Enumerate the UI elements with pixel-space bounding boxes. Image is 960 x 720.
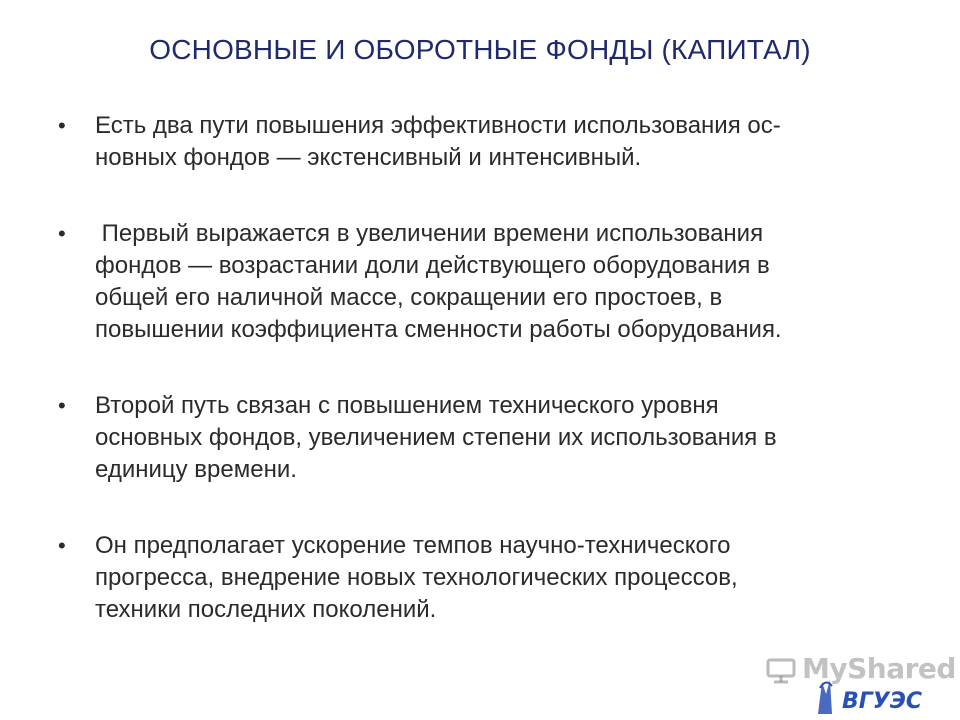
bullet-dot: • [58, 533, 66, 558]
watermark [766, 652, 956, 716]
bullet-item [58, 530, 898, 626]
bullet-line: Он предполагает ускорение темпов научно-технического [95, 532, 731, 559]
university-logo [812, 674, 922, 716]
bullet-dot: • [58, 221, 66, 246]
bullet-line: прогресса, внедрение новых технологических процессов, [95, 564, 738, 591]
bullet-list [58, 110, 898, 626]
bullet-item [58, 390, 898, 486]
bullet-line: общей его наличной массе, сокращении его простоев, в [95, 284, 723, 311]
bullet-item [58, 110, 898, 174]
logo-text: ВГУЭС [842, 689, 922, 714]
bullet-line: повышении коэффициента сменности работы оборудования. [95, 316, 782, 343]
bullet-line: новных фондов — экстенсивный и интенсивный. [95, 144, 642, 171]
bullet-line: Первый выражается в увеличении времени использования [95, 220, 764, 247]
presentation-icon [766, 658, 796, 684]
bullet-line: единицу времени. [95, 456, 297, 483]
bullet-item [58, 218, 898, 346]
watermark-text: MyShared [802, 652, 956, 685]
bullet-line: основных фондов, увеличением степени их использования в [95, 424, 777, 451]
bullet-line: Второй путь связан с повышением технического уровня [95, 392, 719, 419]
bullet-dot: • [58, 113, 66, 138]
bullet-line: фондов — возрастании доли действующего оборудования в [95, 252, 770, 279]
bullet-line: техники последних поколений. [95, 596, 437, 623]
slide-title: ОСНОВНЫЕ И ОБОРОТНЫЕ ФОНДЫ (КАПИТАЛ) [149, 34, 811, 65]
bullet-dot: • [58, 393, 66, 418]
bullet-line: Есть два пути повышения эффективности использования ос- [95, 112, 781, 139]
